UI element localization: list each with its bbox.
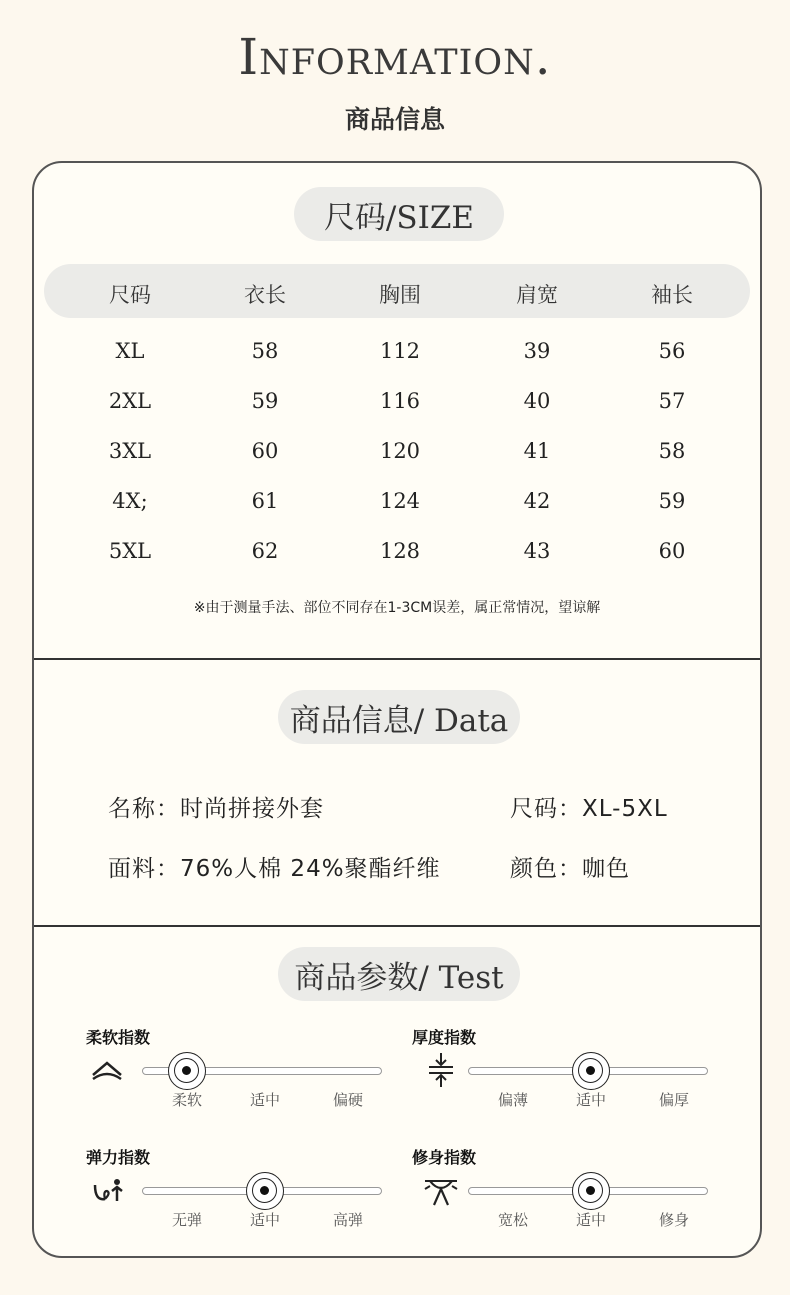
param-title-stretch: 弹力指数 [86,1148,151,1167]
size-cell: 59 [658,489,686,513]
product-color: 颜色：咖色 [510,856,630,882]
fit-label: 宽松 [497,1211,528,1229]
size-col-header: 尺码 [109,283,151,307]
softness-knob [168,1052,206,1090]
softness-label: 柔软 [171,1091,202,1109]
size-col-header: 袖长 [651,283,693,307]
size-cell: 58 [658,439,686,463]
data-section-pill: 商品信息/ Data [278,690,520,744]
size-cell: 128 [379,539,421,563]
size-note: ※由于测量手法、部位不同存在1-3CM误差，属正常情况，望谅解 [193,600,601,616]
thickness-knob [572,1052,610,1090]
stretch-label: 无弹 [171,1211,202,1229]
size-cell: 60 [658,539,686,563]
size-cell: 56 [658,339,686,363]
stretch-label: 适中 [249,1211,280,1229]
size-cell: 62 [251,539,279,563]
thickness-label: 偏薄 [497,1091,528,1109]
size-cell: 116 [379,389,421,413]
size-cell: 40 [523,389,551,413]
size-cell: 42 [523,489,551,513]
section-divider [34,658,760,660]
fit-label: 修身 [658,1211,689,1229]
size-cell: 57 [658,389,686,413]
stretch-icon [92,1175,126,1209]
param-title-thickness: 厚度指数 [412,1028,477,1047]
size-cell: 61 [251,489,279,513]
size-cell: 2XL [108,389,152,413]
stretch-knob [246,1172,284,1210]
thickness-label: 偏厚 [658,1091,689,1109]
softness-label: 偏硬 [332,1091,363,1109]
product-fabric: 面料：76%人棉 24%聚酯纤维 [108,856,441,882]
size-col-header: 胸围 [379,283,421,307]
size-cell: XL [115,339,145,363]
size-cell: 41 [523,439,551,463]
stretch-label: 高弹 [332,1211,363,1229]
fit-label: 适中 [575,1211,606,1229]
fit-icon [424,1175,458,1209]
softness-label: 适中 [249,1091,280,1109]
thickness-icon [424,1053,458,1087]
size-cell: 124 [379,489,421,513]
size-cell: 120 [379,439,421,463]
page-title-chinese: 商品信息 [344,105,445,134]
size-col-header: 肩宽 [516,283,558,307]
page-title-english: Information. [238,28,552,86]
size-cell: 4X; [112,489,148,513]
size-cell: 60 [251,439,279,463]
size-cell: 112 [379,339,421,363]
size-col-header: 衣长 [244,283,286,307]
fit-knob [572,1172,610,1210]
size-section-pill: 尺码/SIZE [294,187,504,241]
size-cell: 59 [251,389,279,413]
info-card [32,161,762,1258]
test-section-pill: 商品参数/ Test [278,947,520,1001]
size-cell: 5XL [108,539,152,563]
product-name: 名称：时尚拼接外套 [108,796,324,822]
size-cell: 58 [251,339,279,363]
soft-icon [90,1053,124,1087]
param-title-fit: 修身指数 [412,1148,477,1167]
size-cell: 3XL [108,439,152,463]
section-divider [34,925,760,927]
param-title-softness: 柔软指数 [86,1028,151,1047]
size-cell: 39 [523,339,551,363]
size-cell: 43 [523,539,551,563]
product-size-range: 尺码：XL-5XL [510,796,668,822]
thickness-label: 适中 [575,1091,606,1109]
